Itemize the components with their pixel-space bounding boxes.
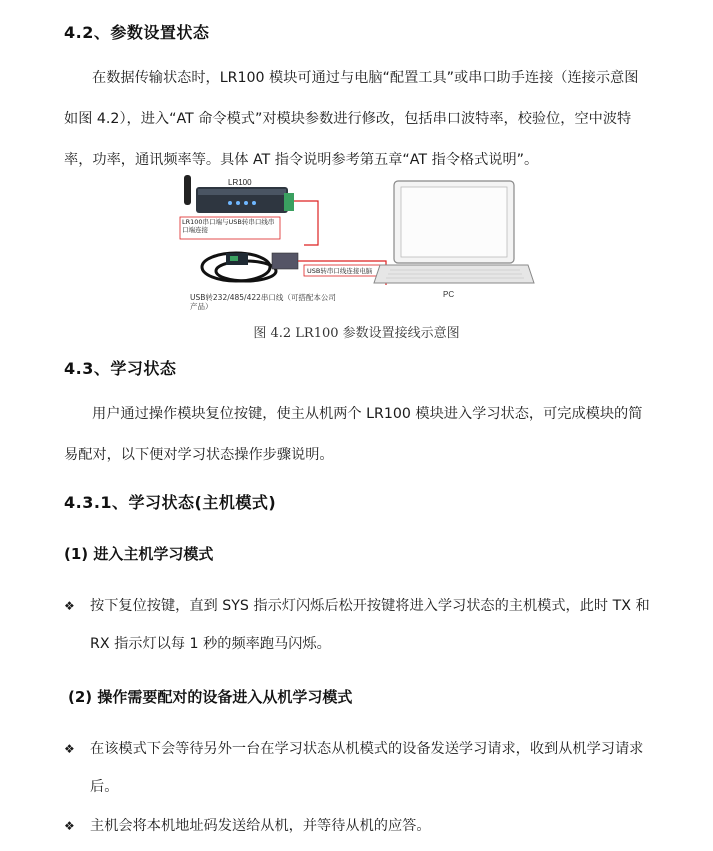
step-2-bullet-1-text: 在该模式下会等待另外一台在学习状态从机模式的设备发送学习请求，收到从机学习请求后。 (90, 741, 644, 795)
label-usb-to-pc: USB转串口线连接电脑 (307, 267, 373, 275)
section-4-3-paragraph: 用户通过操作模块复位按键，使主从机两个 LR100 模块进入学习状态，可完成模块的简易配对，以下便对学习状态操作步骤说明。 (64, 406, 643, 463)
step-2-bullet-1 (64, 730, 654, 806)
step-1-title: (1) 进入主机学习模式 (64, 545, 214, 563)
section-4-2-paragraph: 在数据传输状态时，LR100 模块可通过与电脑“配置工具”或串口助手连接（连接示意图如图 4.2），进入“AT 命令模式”对模块参数进行修改，包括串口波特率，校验位，空中波特率，功率，通讯频率等。具体 AT 指令说明参考第五章“AT 指令格式说明”。 (64, 70, 639, 168)
step-1-bullet-text: 按下复位按键，直到 SYS 指示灯闪烁后松开按键将进入学习状态的主机模式，此时 TX 和 RX 指示灯以每 1 秒的频率跑马闪烁。 (90, 598, 650, 652)
section-4-3-1-heading: 4.3.1、学习状态(主机模式) (64, 493, 277, 512)
section-4-2-heading: 4.2、参数设置状态 (64, 23, 210, 42)
diamond-bullet-icon: ❖ (64, 742, 75, 756)
antenna-icon (184, 175, 191, 205)
label-cable: USB转232/485/422串口线（可搭配本公司产品） (190, 293, 336, 311)
device-label: LR100 (228, 178, 252, 187)
step-2-bullet-2-text: 主机会将本机地址码发送给从机，并等待从机的应答。 (90, 818, 431, 834)
section-4-3-heading: 4.3、学习状态 (64, 359, 177, 378)
wiring-diagram-figure (176, 173, 536, 321)
pc-label: PC (443, 290, 455, 299)
figure-caption: 图 4.2 LR100 参数设置接线示意图 (253, 326, 460, 341)
step-2-bullet-2 (64, 807, 654, 845)
diamond-bullet-icon: ❖ (64, 819, 75, 833)
step-2-title: (2) 操作需要配对的设备进入从机学习模式 (68, 688, 353, 706)
diamond-bullet-icon: ❖ (64, 599, 75, 613)
label-serial-connection: LR100串口端与USB转串口线串口端连接 (182, 218, 275, 234)
step-1-bullet (64, 587, 654, 663)
